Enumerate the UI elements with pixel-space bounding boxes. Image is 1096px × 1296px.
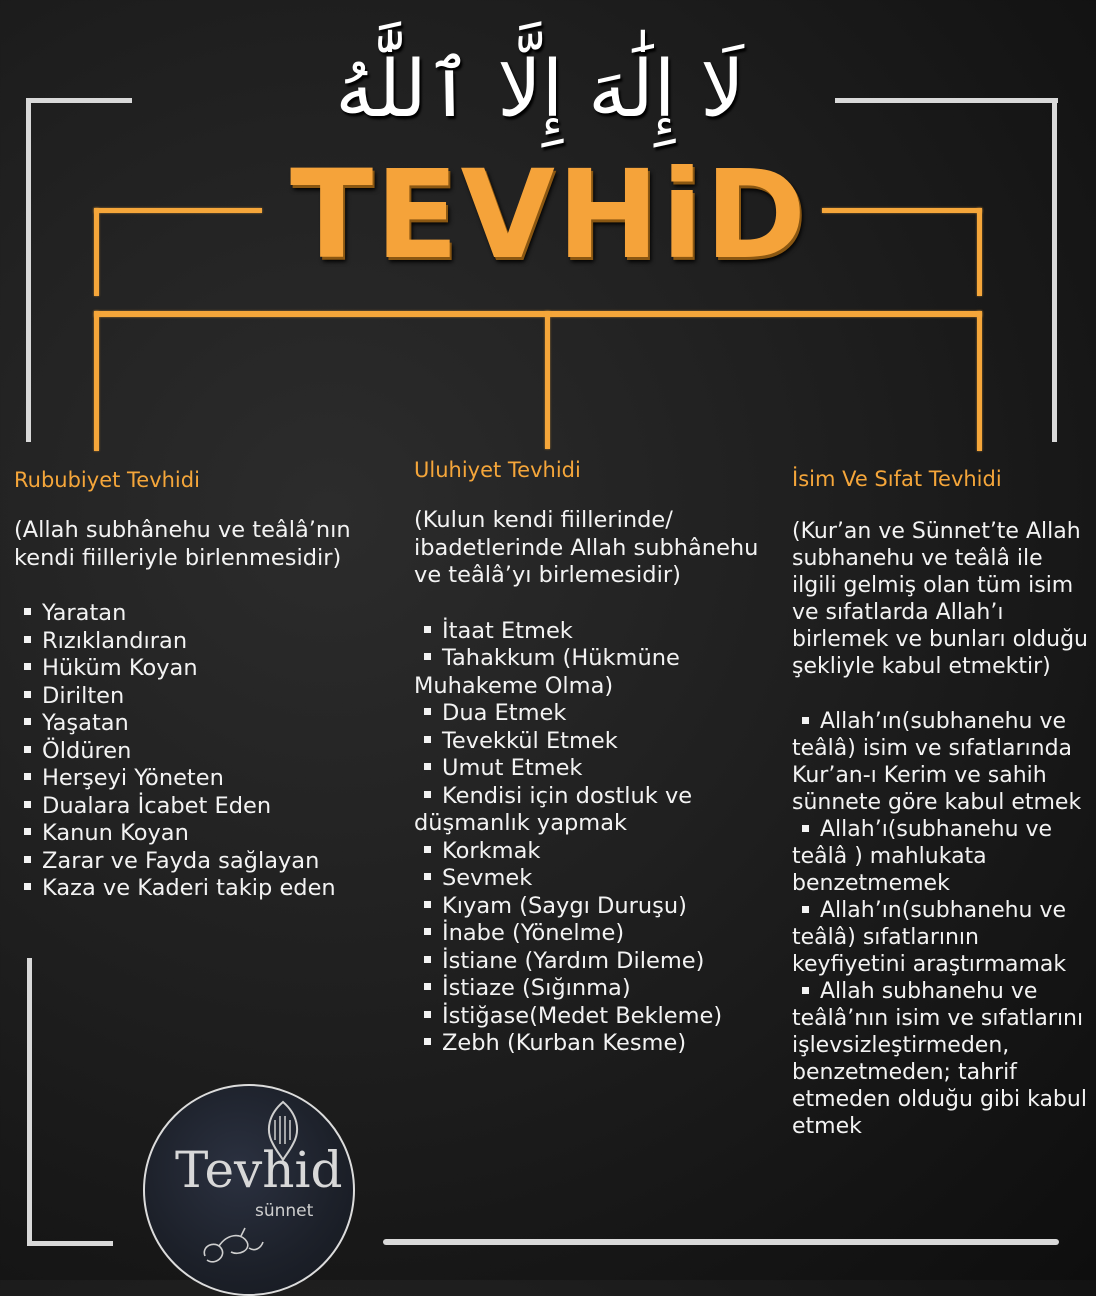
square-bullet-icon — [24, 663, 31, 670]
list-item: Allah subhanehu ve teâlâ’nın isim ve sıfatlarını işlevsizleştirmeden, benzetmeden; tahrif etmeden olduğu gibi kabul etmek — [792, 979, 1087, 1139]
list-item: Dirilten — [14, 683, 394, 711]
list-item: İstiğase(Medet Bekleme) — [414, 1003, 774, 1031]
square-bullet-icon — [424, 736, 431, 743]
column-isim-sifat — [792, 466, 1092, 1140]
square-bullet-icon — [24, 718, 31, 725]
square-bullet-icon — [424, 708, 431, 715]
square-bullet-icon — [424, 1011, 431, 1018]
column-heading: Rububiyet Tevhidi — [14, 468, 200, 492]
logo-subtitle: sünnet — [255, 1201, 314, 1221]
item-list — [14, 600, 394, 903]
list-item: Kaza ve Kaderi takip eden — [14, 875, 394, 903]
list-item: İstiaze (Sığınma) — [414, 975, 774, 1003]
square-bullet-icon — [424, 873, 431, 880]
list-item: Rızıklandıran — [14, 628, 394, 656]
list-item: Dualara İcabet Eden — [14, 793, 394, 821]
square-bullet-icon — [24, 636, 31, 643]
list-item: İtaat Etmek — [414, 618, 774, 646]
square-bullet-icon — [424, 928, 431, 935]
frame-top-left-h — [26, 98, 132, 103]
frame-top-right-h — [835, 98, 1058, 103]
tevhid-sunnet-logo — [143, 1084, 355, 1296]
column-intro: (Allah subhânehu ve teâlâ’nın kendi fiilleriyle birlenmesidir) — [14, 517, 351, 571]
tree-branch-center — [545, 311, 550, 449]
column-heading: Uluhiyet Tevhidi — [414, 458, 581, 482]
item-list — [792, 708, 1092, 1140]
title-bracket-left-h — [94, 208, 262, 213]
square-bullet-icon — [24, 773, 31, 780]
column-intro: (Kulun kendi fiillerinde/ ibadetlerinde Allah subhânehu ve teâlâ’yı birlemesidir) — [414, 507, 759, 588]
column-heading: İsim Ve Sıfat Tevhidi — [792, 467, 1002, 491]
list-item: Tevekkül Etmek — [414, 728, 774, 756]
square-bullet-icon — [802, 825, 809, 832]
list-item: Yaratan — [14, 600, 394, 628]
square-bullet-icon — [424, 1038, 431, 1045]
square-bullet-icon — [424, 626, 431, 633]
title-bracket-left-v — [94, 208, 99, 296]
square-bullet-icon — [424, 763, 431, 770]
calligraphy-signature-icon — [197, 1226, 267, 1271]
page-title: TEVHiD — [290, 144, 809, 286]
shahada-arabic: لَا إِلَٰهَ إِلَّا ٱللَّٰهُ — [335, 45, 745, 135]
item-list — [414, 618, 774, 1058]
square-bullet-icon — [424, 846, 431, 853]
tree-horizontal — [94, 311, 982, 317]
square-bullet-icon — [802, 987, 809, 994]
list-item: Sevmek — [414, 865, 774, 893]
list-item: Yaşatan — [14, 710, 394, 738]
frame-bottom-left-h — [27, 1241, 113, 1246]
square-bullet-icon — [24, 828, 31, 835]
square-bullet-icon — [424, 791, 431, 798]
square-bullet-icon — [24, 691, 31, 698]
list-item: Kanun Koyan — [14, 820, 394, 848]
list-item: Umut Etmek — [414, 755, 774, 783]
square-bullet-icon — [424, 901, 431, 908]
logo-word: Tevhid — [175, 1141, 343, 1199]
list-item: Kendisi için dostluk ve düşmanlık yapmak — [414, 782, 693, 836]
square-bullet-icon — [424, 956, 431, 963]
list-item: Kıyam (Saygı Duruşu) — [414, 893, 774, 921]
list-item: Allah’ı(subhanehu ve teâlâ ) mahlukata benzetmemek — [792, 817, 1053, 896]
list-item: Allah’ın(subhanehu ve teâlâ) sıfatlarının keyfiyetini araştırmamak — [792, 898, 1067, 977]
tree-branch-left — [94, 311, 99, 451]
square-bullet-icon — [424, 653, 431, 660]
frame-top-right-v — [1052, 98, 1057, 442]
list-item: Zarar ve Fayda sağlayan — [14, 848, 394, 876]
square-bullet-icon — [24, 801, 31, 808]
list-item: Hüküm Koyan — [14, 655, 394, 683]
list-item: Herşeyi Yöneten — [14, 765, 394, 793]
title-bracket-right-h — [822, 208, 982, 213]
list-item: Tahakkum (Hükmüne Muhakeme Olma) — [414, 645, 680, 699]
frame-top-left-v — [26, 98, 31, 442]
square-bullet-icon — [424, 983, 431, 990]
list-item: İnabe (Yönelme) — [414, 920, 774, 948]
column-uluhiyet — [414, 457, 774, 1058]
square-bullet-icon — [24, 856, 31, 863]
square-bullet-icon — [24, 608, 31, 615]
title-bracket-right-v — [977, 208, 982, 296]
list-item: İstiane (Yardım Dileme) — [414, 948, 774, 976]
frame-bottom-right-h — [383, 1239, 1059, 1245]
tree-branch-right — [977, 311, 982, 451]
square-bullet-icon — [24, 883, 31, 890]
list-item: Öldüren — [14, 738, 394, 766]
square-bullet-icon — [802, 717, 809, 724]
list-item: Zebh (Kurban Kesme) — [414, 1030, 774, 1058]
list-item: Allah’ın(subhanehu ve teâlâ) isim ve sıfatlarında Kur’an-ı Kerim ve sahih sünnete göre kabul etmek — [792, 709, 1082, 815]
column-intro: (Kur’an ve Sünnet’te Allah subhanehu ve teâlâ ile ilgili gelmiş olan tüm isim ve sıfatlarda Allah’ı birlemek ve bunları olduğu şekliyle kabul etmektir) — [792, 519, 1089, 679]
column-rububiyet — [14, 467, 394, 903]
square-bullet-icon — [24, 746, 31, 753]
list-item: Dua Etmek — [414, 700, 774, 728]
frame-bottom-left-v — [27, 958, 32, 1246]
list-item: Korkmak — [414, 838, 774, 866]
square-bullet-icon — [802, 906, 809, 913]
